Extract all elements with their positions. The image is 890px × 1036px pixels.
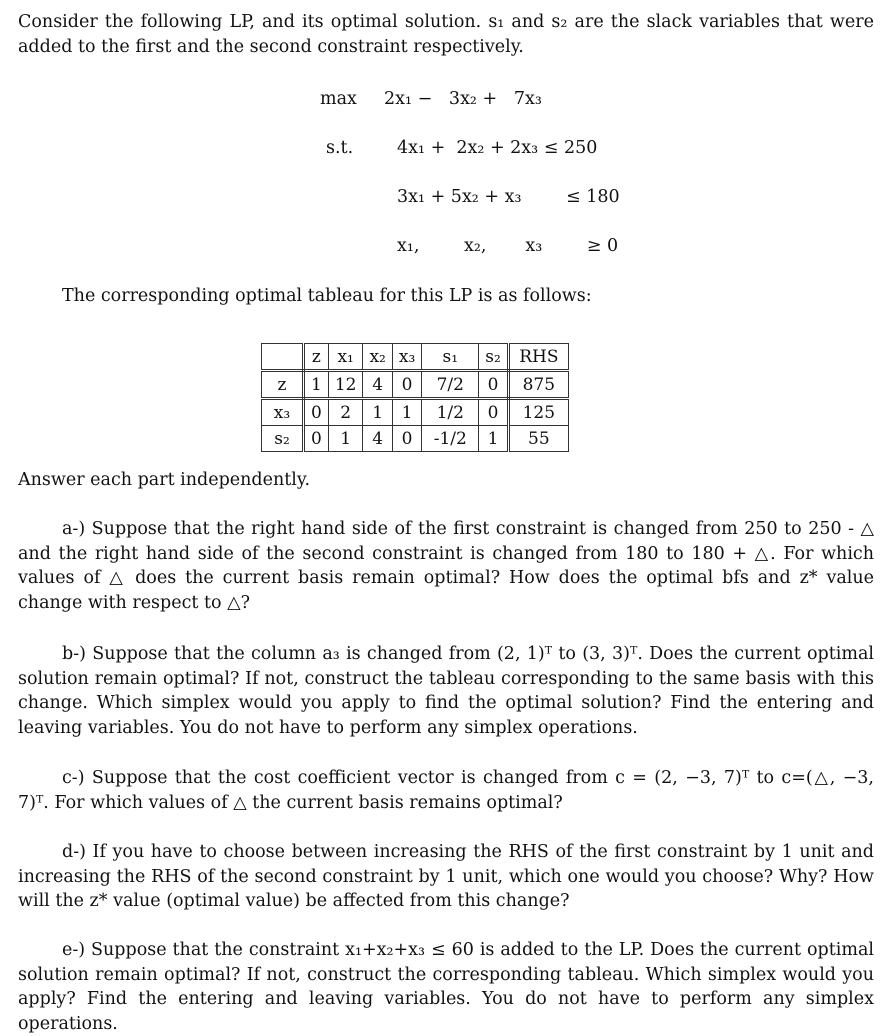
question-part-d: d-) If you have to choose between increasing the RHS of the first constraint by 1 unit and increasing the RHS of the second constraint by 1 unit, which one would you choose? Why? How will the z* value (optimal value) be affected from this change? [18, 842, 874, 911]
tableau-cell: 7/2 [422, 371, 479, 399]
lp-constraint-1: 4x₁ + 2x₂ + 2x₃ ≤ 250 [397, 138, 598, 158]
tableau-cell: 0 [479, 371, 509, 399]
tableau-cell: 55 [508, 426, 568, 452]
tableau-header-cell [262, 344, 304, 371]
tableau-cell: 1 [479, 426, 509, 452]
question-part-b: b-) Suppose that the column a₃ is changed from (2, 1)ᵀ to (3, 3)ᵀ. Does the current optimal solution remain optimal? If not, construct the tableau corresponding to the same basis with this change. Which simplex would you apply to find the optimal solution? Find the entering and leaving variables. You do not have to perform any simplex operations. [18, 644, 874, 738]
tableau-intro: The corresponding optimal tableau for this LP is as follows: [62, 286, 592, 306]
tableau-cell: 875 [508, 371, 568, 399]
tableau-cell: 0 [392, 371, 421, 399]
tableau-cell: 12 [328, 371, 363, 399]
tableau-cell: 1 [363, 399, 392, 426]
tableau-cell: 0 [479, 399, 509, 426]
tableau-cell: 4 [363, 371, 392, 399]
question-part-a: a-) Suppose that the right hand side of the first constraint is changed from 250 to 250 - △ and the right hand side of the second constraint is changed from 180 to 180 + △. For which values of △ does the current basis remain optimal? How does the optimal bfs and z* value change with respect to △? [18, 519, 874, 613]
lp-nonnegativity: x₁, x₂, x₃ ≥ 0 [397, 236, 619, 256]
tableau-cell: s₂ [262, 426, 304, 452]
tableau-row [262, 399, 569, 426]
lp-objective: 2x₁ − 3x₂ + 7x₃ [384, 89, 542, 109]
answer-instruction: Answer each part independently. [18, 470, 311, 490]
tableau-header-cell: x₂ [363, 344, 392, 371]
question-part-e: e-) Suppose that the constraint x₁+x₂+x₃ ≤ 60 is added to the LP. Does the current optimal solution remain optimal? If not, construct the corresponding tableau. Which simplex would you apply? Find the entering and leaving variables. You do not have to perform any simplex operations. [18, 940, 874, 1034]
tableau-row [262, 426, 569, 452]
tableau-header-cell: s₁ [422, 344, 479, 371]
tableau-header-cell: x₁ [328, 344, 363, 371]
tableau-row [262, 371, 569, 399]
optimal-tableau [261, 343, 569, 452]
tableau-cell: 125 [508, 399, 568, 426]
tableau-header-cell: s₂ [479, 344, 509, 371]
lp-max-label: max [320, 89, 357, 109]
intro-paragraph: Consider the following LP, and its optimal solution. s₁ and s₂ are the slack variables that were added to the first and the second constraint respectively. [18, 12, 874, 57]
tableau-cell: 0 [392, 426, 421, 452]
question-part-c: c-) Suppose that the cost coefficient vector is changed from c = (2, −3, 7)ᵀ to c=(△, −3, 7)ᵀ. For which values of △ the current basis remains optimal? [18, 768, 874, 813]
lp-constraint-2: 3x₁ + 5x₂ + x₃ ≤ 180 [397, 187, 620, 207]
tableau-cell: 1 [304, 371, 329, 399]
tableau-cell: 1 [392, 399, 421, 426]
tableau-cell: 1/2 [422, 399, 479, 426]
tableau-cell: 2 [328, 399, 363, 426]
tableau-cell: z [262, 371, 304, 399]
tableau-header-row [262, 344, 569, 371]
tableau-cell: 0 [304, 399, 329, 426]
tableau-header-cell: z [304, 344, 329, 371]
tableau-cell: x₃ [262, 399, 304, 426]
tableau-cell: 1 [328, 426, 363, 452]
tableau-header-cell: RHS [508, 344, 568, 371]
tableau-cell: 0 [304, 426, 329, 452]
lp-st-label: s.t. [326, 138, 354, 158]
tableau-cell: -1/2 [422, 426, 479, 452]
tableau-header-cell: x₃ [392, 344, 421, 371]
tableau-cell: 4 [363, 426, 392, 452]
